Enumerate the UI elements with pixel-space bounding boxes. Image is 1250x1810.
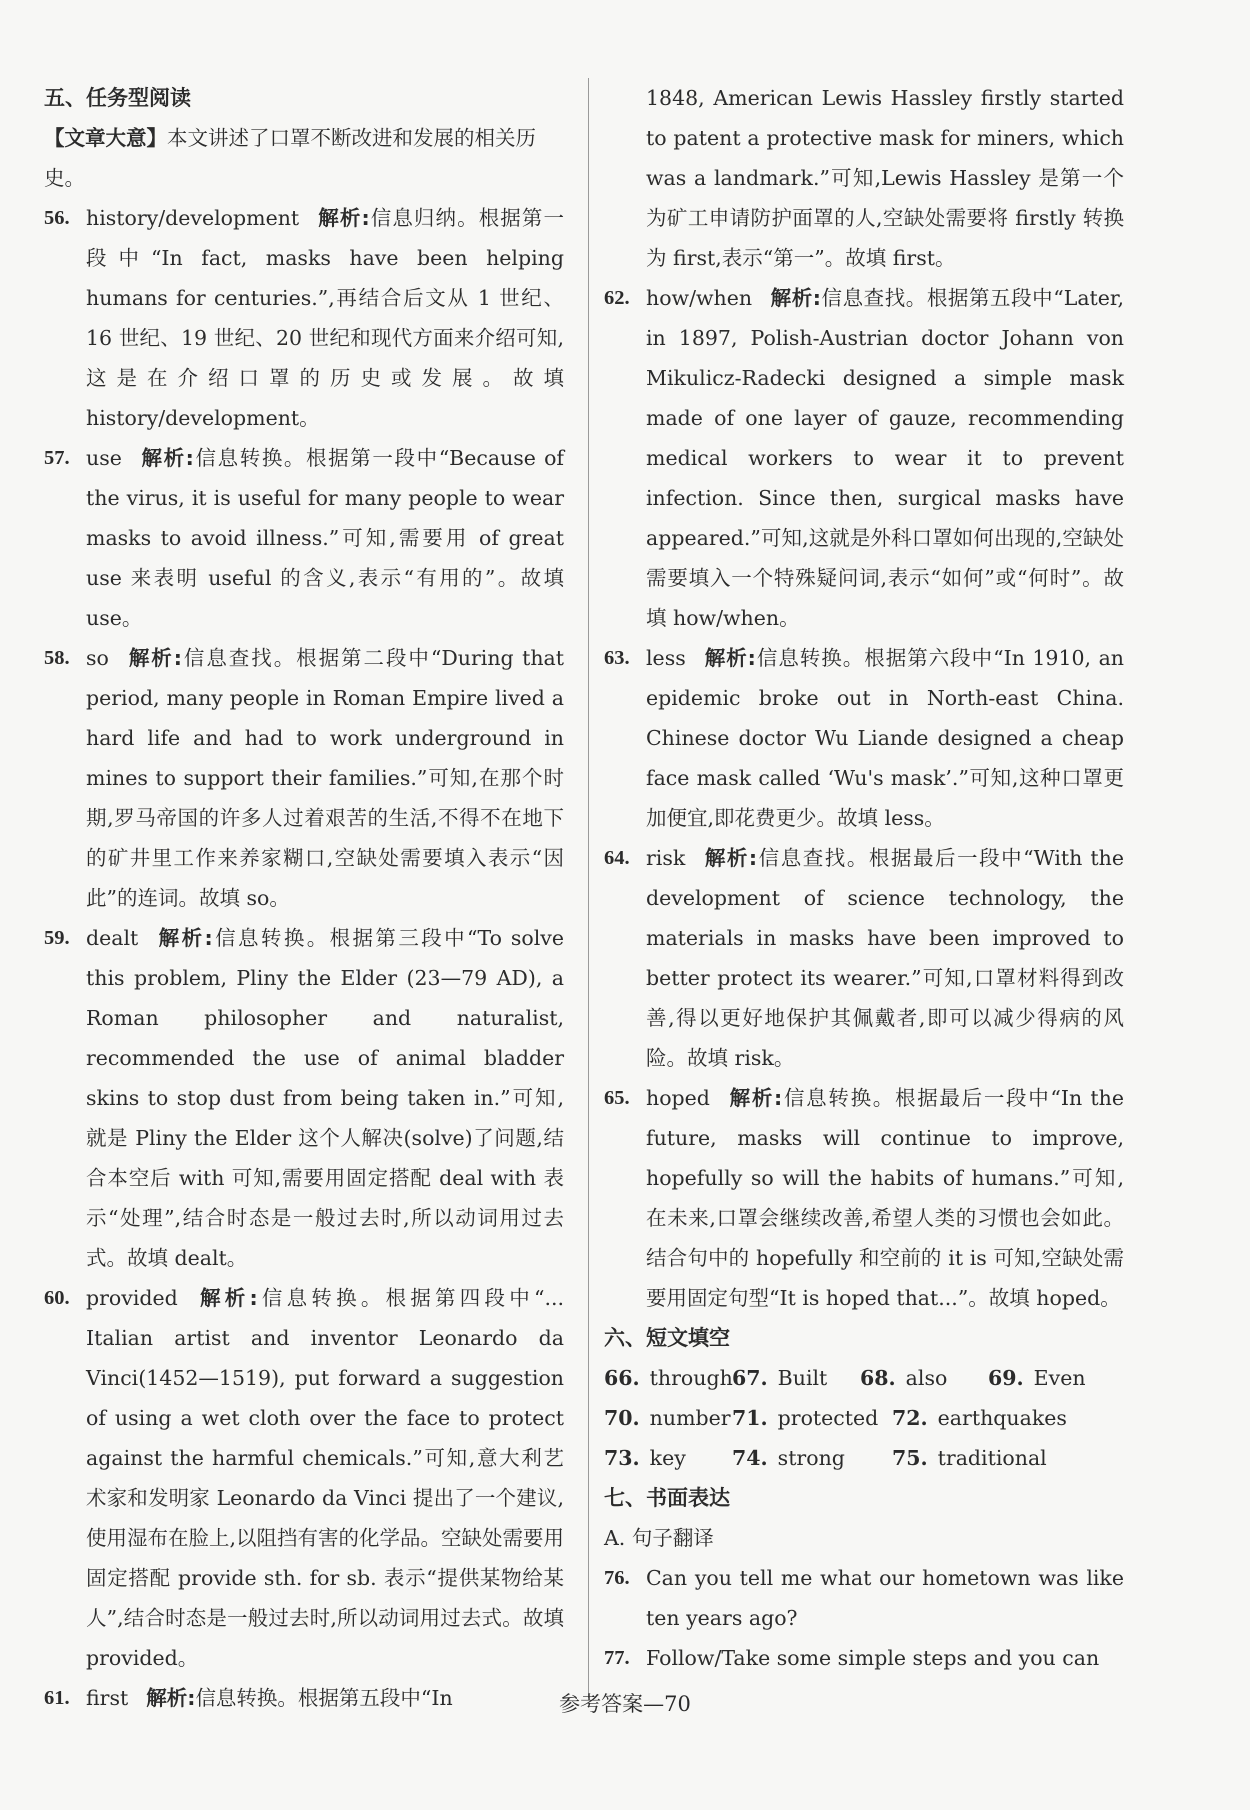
item-answer: dealt: [86, 926, 139, 950]
cloze-answer: 71. protected: [732, 1406, 879, 1430]
cloze-answer: 73. key: [604, 1446, 686, 1470]
subsection-translation: A. 句子翻译: [604, 1526, 714, 1550]
item-label: 解析:: [146, 1686, 196, 1710]
item-number: 60.: [44, 1287, 70, 1309]
item-label: 解析:: [703, 646, 756, 670]
cloze-answer: 67. Built: [732, 1366, 828, 1390]
cloze-answer: 68. also: [860, 1366, 948, 1390]
answer-item-56: [44, 198, 564, 438]
item-explanation: 信息转换。根据第三段中“To solve this problem, Pliny the Elder (23—79 AD), a Roman philosopher and naturalist, recommended the use of animal bladder skins to stop dust from being taken in.”可知,就是 Pliny the Elder 这个人解决(solve)了问题,结合本空后 with 可知,需要用固定搭配 deal with 表示“处理”,结合时态是一般过去时,所以动词用过去式。故填 dealt。: [86, 926, 564, 1270]
item-answer: so: [86, 646, 109, 670]
cloze-row: [604, 1398, 1124, 1438]
translation-item-77: [604, 1638, 1124, 1678]
item-number: 77.: [604, 1647, 630, 1669]
answer-item-60: [44, 1278, 564, 1678]
translation-text: Can you tell me what our hometown was like ten years ago?: [646, 1566, 1124, 1630]
left-column: [44, 78, 564, 1718]
answer-item-64: [604, 838, 1124, 1078]
item-label: 解析:: [703, 846, 758, 870]
cloze-row: [604, 1438, 1124, 1478]
cloze-answer: 66. through: [604, 1366, 733, 1390]
item-answer: risk: [646, 846, 686, 870]
item-number: 65.: [604, 1087, 630, 1109]
item-number: 62.: [604, 287, 630, 309]
item-explanation: 信息查找。根据最后一段中“With the development of science technology, the materials in masks have been improved to better protect its wearer.”可知,口罩材料得到改善,得以更好地保护其佩戴者,即可以减少得病的风险。故填 risk。: [646, 846, 1124, 1070]
item-number: 61.: [44, 1687, 70, 1709]
item-explanation: 信息转换。根据第四段中“... Italian artist and inventor Leonardo da Vinci(1452—1519), put forward a suggestion of using a wet cloth over the face to protect against the harmful chemicals.”可知,意大利艺术家和发明家 Leonardo da Vinci 提出了一个建议,使用湿布在脸上,以阻挡有害的化学品。空缺处需要用固定搭配 provide sth. for sb. 表示“提供某物给某人”,结合时态是一般过去时,所以动词用过去式。故填 provided。: [86, 1286, 565, 1670]
item-label: 解析:: [139, 446, 194, 470]
column-divider: [588, 78, 589, 1698]
item-number: 59.: [44, 927, 70, 949]
item-label: 解析:: [156, 926, 213, 950]
item-number: 57.: [44, 447, 70, 469]
item-answer: history/development: [86, 206, 300, 230]
item-explanation: 信息转换。根据最后一段中“In the future, masks will continue to improve, hopefully so will the habits of humans.”可知,在未来,口罩会继续改善,希望人类的习惯也会如此。结合句中的 hopefully 和空前的 it is 可知,空缺处需要用固定句型“It is hoped that...”。故填 hoped。: [646, 1086, 1125, 1310]
cloze-answer: 70. number: [604, 1406, 731, 1430]
item-label: 解析:: [195, 1286, 258, 1310]
cloze-row: [604, 1358, 1124, 1398]
item-answer: use: [86, 446, 122, 470]
item-explanation: 信息查找。根据第五段中“Later, in 1897, Polish-Austrian doctor Johann von Mikulicz-Radecki designed a simple mask made of one layer of gauze, recommending medical workers to wear it to prevent infection. Since then, surgical masks have appeared.”可知,这就是外科口罩如何出现的,空缺处需要填入一个特殊疑问词,表示“如何”或“何时”。故填 how/when。: [646, 286, 1124, 630]
cloze-answer: 75. traditional: [892, 1446, 1047, 1470]
section-title-writing: 七、书面表达: [604, 1486, 730, 1510]
cloze-answer: 69. Even: [988, 1366, 1086, 1390]
item-label: 解析:: [770, 286, 821, 310]
answer-item-62: [604, 278, 1124, 638]
item-answer: how/when: [646, 286, 753, 310]
right-column: [604, 78, 1124, 1678]
summary-text: 本文讲述了口罩不断改进和发展的相关历史。: [44, 126, 536, 190]
section-title-cloze: 六、短文填空: [604, 1326, 730, 1350]
item-number: 64.: [604, 847, 630, 869]
answer-item-57: [44, 438, 564, 638]
item-answer: first: [86, 1686, 129, 1710]
item-answer: provided: [86, 1286, 178, 1310]
item-number: 56.: [44, 207, 70, 229]
page-footer: 参考答案—70: [559, 1692, 691, 1716]
section-title-task-reading: 五、任务型阅读: [44, 86, 191, 110]
item-explanation: 信息归纳。根据第一段中“In fact, masks have been helping humans for centuries.”,再结合后文从 1 世纪、16 世纪、19 世纪、20 世纪和现代方面来介绍可知,这是在介绍口罩的历史或发展。故填 history/development。: [86, 206, 564, 430]
item-explanation: 信息转换。根据第六段中“In 1910, an epidemic broke out in North-east China. Chinese doctor Wu Liande designed a cheap face mask called ‘Wu's mask’.”可知,这种口罩更加便宜,即花费更少。故填 less。: [646, 646, 1124, 830]
answer-item-63: [604, 638, 1124, 838]
answer-item-65: [604, 1078, 1124, 1318]
item-61-continuation: 1848, American Lewis Hassley firstly started to patent a protective mask for miners, which was a landmark.”可知,Lewis Hassley 是第一个为矿工申请防护面罩的人,空缺处需要将 firstly 转换为 first,表示“第一”。故填 first。: [646, 86, 1124, 270]
translation-text: Follow/Take some simple steps and you can: [646, 1646, 1100, 1670]
item-explanation: 信息转换。根据第五段中“In: [195, 1686, 453, 1710]
item-number: 58.: [44, 647, 70, 669]
article-summary: [44, 118, 564, 198]
cloze-answer: 72. earthquakes: [892, 1406, 1067, 1430]
summary-tag: 【文章大意】: [44, 126, 167, 150]
translation-item-76: [604, 1558, 1124, 1638]
item-answer: hoped: [646, 1086, 710, 1110]
answer-item-58: [44, 638, 564, 918]
item-label: 解析:: [727, 1086, 783, 1110]
item-explanation: 信息转换。根据第一段中“Because of the virus, it is useful for many people to wear masks to avoid illness.”可知,需要用 of great use 来表明 useful 的含义,表示“有用的”。故填 use。: [86, 446, 564, 630]
item-number: 63.: [604, 647, 630, 669]
item-label: 解析:: [317, 206, 370, 230]
item-label: 解析:: [126, 646, 182, 670]
item-number: 76.: [604, 1567, 630, 1589]
item-answer: less: [646, 646, 686, 670]
item-explanation: 信息查找。根据第二段中“During that period, many people in Roman Empire lived a hard life and had to work underground in mines to support their families.”可知,在那个时期,罗马帝国的许多人过着艰苦的生活,不得不在地下的矿井里工作来养家糊口,空缺处需要填入表示“因此”的连词。故填 so。: [86, 646, 565, 910]
cloze-answer: 74. strong: [732, 1446, 845, 1470]
answer-item-59: [44, 918, 564, 1278]
